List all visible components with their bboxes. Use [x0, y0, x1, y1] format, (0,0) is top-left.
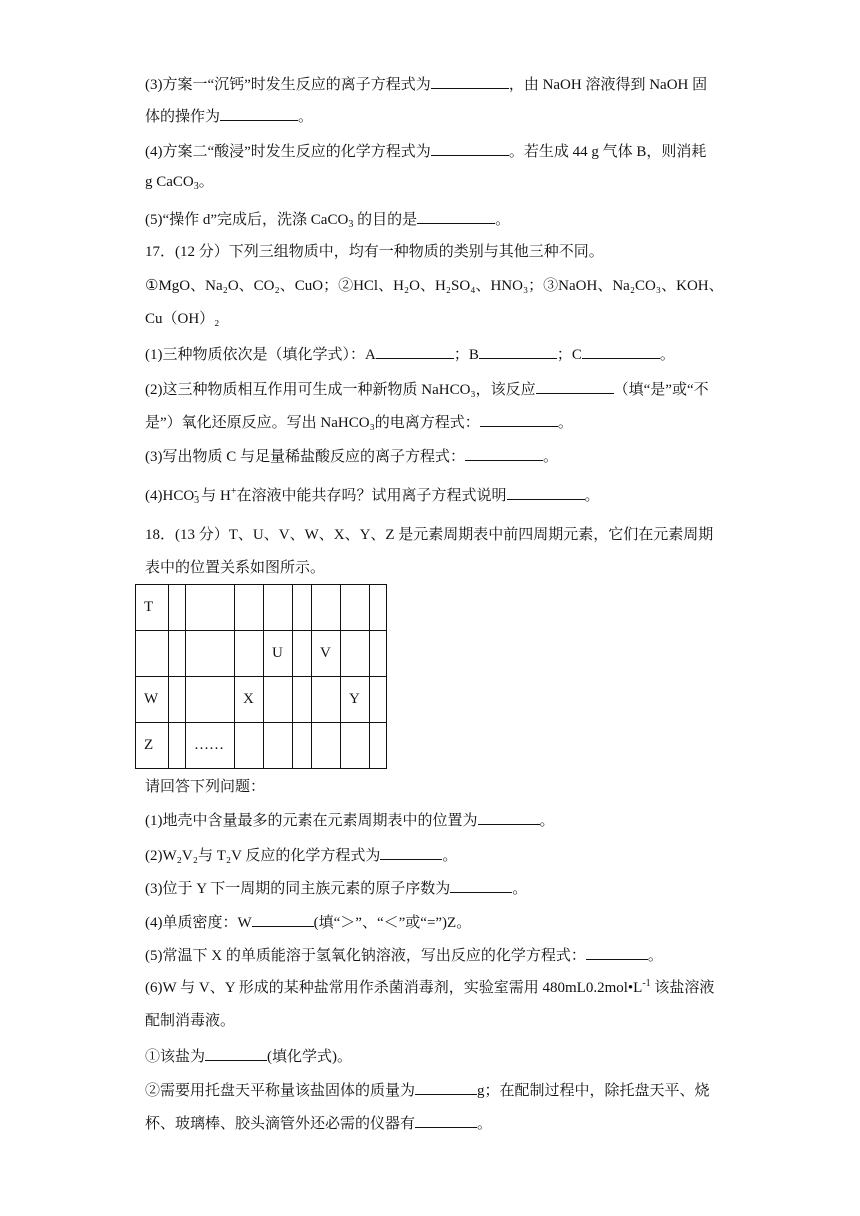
answer-blank [536, 378, 614, 394]
question-title: 17．(12 分）下列三组物质中，均有一种物质的类别与其他三种不同。 [145, 244, 604, 260]
q16-4-line2 [145, 172, 214, 192]
answer-blank [417, 208, 495, 224]
text: (1)三种物质依次是（填化学式）：A [145, 347, 376, 363]
text: ；B [453, 347, 479, 363]
q17-groups-line1 [145, 276, 724, 296]
table-cell [293, 631, 312, 677]
answer-blank [450, 877, 512, 893]
table-cell [186, 677, 235, 723]
table-row [136, 585, 387, 631]
bicarbonate-ion [163, 486, 198, 506]
answer-blank [205, 1045, 267, 1061]
q17-2-line2 [145, 411, 573, 433]
table-cell [264, 723, 293, 769]
table-cell [169, 585, 186, 631]
q18-4 [145, 911, 471, 933]
subscript: 3 [193, 181, 199, 192]
q17-title [145, 242, 604, 262]
q18-5 [145, 944, 663, 966]
text: HCO [162, 488, 195, 504]
superscript: + [230, 486, 237, 497]
table-cell [235, 723, 264, 769]
text: 与 H [197, 488, 231, 504]
text: (5)常温下 X 的单质能溶于氢氧化钠溶液，写出反应的化学方程式： [145, 948, 586, 964]
text: 。 [442, 848, 458, 864]
table-cell [370, 677, 387, 723]
table-cell [341, 723, 370, 769]
table-cell [293, 585, 312, 631]
q18-3 [145, 877, 527, 899]
text: (3)位于 Y 下一周期的同主族元素的原子序数为 [145, 881, 451, 897]
answer-blank [507, 484, 585, 500]
text: 。 [198, 174, 214, 190]
table-cell [312, 677, 341, 723]
text: 。 [584, 488, 600, 504]
table-cell [235, 631, 264, 677]
q18-6-1 [145, 1045, 352, 1067]
text: 是”）氧化还原反应。写出 NaHCO₃的电离方程式： [145, 415, 480, 431]
text: 。 [659, 347, 675, 363]
text: 。 [477, 1116, 493, 1132]
text: g CaCO [145, 174, 194, 190]
table-cell: X [235, 677, 264, 723]
text: 。 [512, 881, 528, 897]
answer-blank [465, 445, 543, 461]
text: (1)地壳中含量最多的元素在元素周期表中的位置为 [145, 813, 478, 829]
table-cell [293, 677, 312, 723]
text: 杯、玻璃棒、胶头滴管外还必需的仪器有 [145, 1116, 416, 1132]
table-cell [264, 585, 293, 631]
answer-blank [380, 844, 442, 860]
table-cell: T [136, 585, 169, 631]
text: (4)单质密度：W [145, 915, 252, 931]
q18-title-line1 [145, 525, 713, 545]
answer-blank [586, 944, 648, 960]
q18-6-line1 [145, 978, 714, 998]
q16-3-line1 [145, 73, 707, 95]
text: 该盐溶液 [650, 980, 715, 996]
answer-blank [431, 73, 509, 89]
answer-blank [220, 105, 298, 121]
table-cell [341, 631, 370, 677]
text: 。 [557, 415, 573, 431]
text: (2)这三种物质相互作用可生成一种新物质 NaHCO₃，该反应 [145, 382, 536, 398]
subscript: 3 [348, 219, 354, 230]
text: (3)方案一“沉钙”时发生反应的离子方程式为 [145, 77, 431, 93]
table-row [136, 677, 387, 723]
table-cell [186, 631, 235, 677]
text: 在溶液中能共存吗？试用离子方程式说明 [236, 488, 507, 504]
q18-6-line2 [145, 1011, 235, 1031]
q17-groups-line2 [145, 309, 219, 329]
table-cell [370, 723, 387, 769]
question-title: 18．(13 分）T、U、V、W、X、Y、Z 是元素周期表中前四周期元素，它们在元素周期 [145, 527, 714, 543]
text: (2)W₂V₂与 T₂V 反应的化学方程式为 [145, 848, 381, 864]
table-row [136, 723, 387, 769]
text: (填化学式)。 [267, 1049, 353, 1065]
text: 。若生成 44 g 气体 B，则消耗 [508, 144, 707, 160]
answer-blank [431, 140, 509, 156]
subscript: 3 [194, 495, 200, 506]
text: g；在配制过程中，除托盘天平、烧 [477, 1083, 710, 1099]
table-cell: Y [341, 677, 370, 723]
text: 。 [298, 109, 314, 125]
table-cell [169, 631, 186, 677]
q16-3-line2 [145, 105, 313, 127]
text: ；C [556, 347, 582, 363]
text: ①MgO、Na₂O、CO₂、CuO；②HCl、H₂O、H₂SO₄、HNO₃；③NaOH、Na₂CO₃、KOH、 [145, 278, 724, 294]
table-cell [293, 723, 312, 769]
answer-blank [480, 411, 558, 427]
text: ，由 NaOH 溶液得到 NaOH 固 [508, 77, 708, 93]
periodic-table-fragment [135, 584, 387, 769]
q17-3 [145, 445, 558, 467]
table-cell [186, 585, 235, 631]
answer-blank [376, 343, 454, 359]
table-row [136, 631, 387, 677]
superscript: - [194, 486, 198, 497]
q18-1 [145, 809, 555, 831]
table-cell: U [264, 631, 293, 677]
text: 配制消毒液。 [145, 1013, 236, 1029]
text: ①该盐为 [145, 1049, 206, 1065]
text: (5)“操作 d”完成后，洗涤 CaCO [145, 212, 349, 228]
text: (填“＞”、“＜”或“=”)Z。 [313, 915, 472, 931]
q17-2-line1 [145, 378, 709, 400]
table-cell [264, 677, 293, 723]
table-cell: …… [186, 723, 235, 769]
q18-6-2 [145, 1079, 710, 1101]
q17-1 [145, 343, 675, 365]
table-cell [370, 631, 387, 677]
table-cell [341, 585, 370, 631]
text: 。 [539, 813, 555, 829]
answer-blank [415, 1079, 477, 1095]
answer-blank [415, 1112, 477, 1128]
q17-4 [145, 484, 600, 506]
table-cell [312, 585, 341, 631]
text: 。 [495, 212, 511, 228]
table-cell [235, 585, 264, 631]
q18-prompt [145, 777, 265, 797]
text: 体的操作为 [145, 109, 221, 125]
text: ②需要用托盘天平称量该盐固体的质量为 [145, 1083, 416, 1099]
text: 表中的位置关系如图所示。 [145, 560, 326, 576]
text: 的目的是 [353, 212, 418, 228]
table-cell [136, 631, 169, 677]
table-cell: W [136, 677, 169, 723]
table-cell [169, 677, 186, 723]
table-cell [312, 723, 341, 769]
superscript: -1 [642, 978, 651, 989]
answer-blank [252, 911, 314, 927]
text: (4) [145, 488, 163, 504]
text: 。 [543, 449, 559, 465]
text: （填“是”或“不 [613, 382, 709, 398]
text: 请回答下列问题： [145, 779, 266, 795]
answer-blank [478, 809, 540, 825]
table-cell: V [312, 631, 341, 677]
answer-blank [479, 343, 557, 359]
q18-6-3 [145, 1112, 492, 1134]
table-cell [169, 723, 186, 769]
q18-title-line2 [145, 558, 325, 578]
text: 。 [647, 948, 663, 964]
table-cell [370, 585, 387, 631]
text: (4)方案二“酸浸”时发生反应的化学方程式为 [145, 144, 431, 160]
q16-4-line1 [145, 140, 706, 162]
table-cell: Z [136, 723, 169, 769]
q16-5 [145, 208, 510, 230]
q18-2 [145, 844, 457, 866]
text: (6)W 与 V、Y 形成的某种盐常用作杀菌消毒剂，实验室需用 480mL0.2mol•L [145, 980, 643, 996]
text: Cu（OH）₂ [145, 311, 220, 327]
answer-blank [582, 343, 660, 359]
text: (3)写出物质 C 与足量稀盐酸反应的离子方程式： [145, 449, 465, 465]
